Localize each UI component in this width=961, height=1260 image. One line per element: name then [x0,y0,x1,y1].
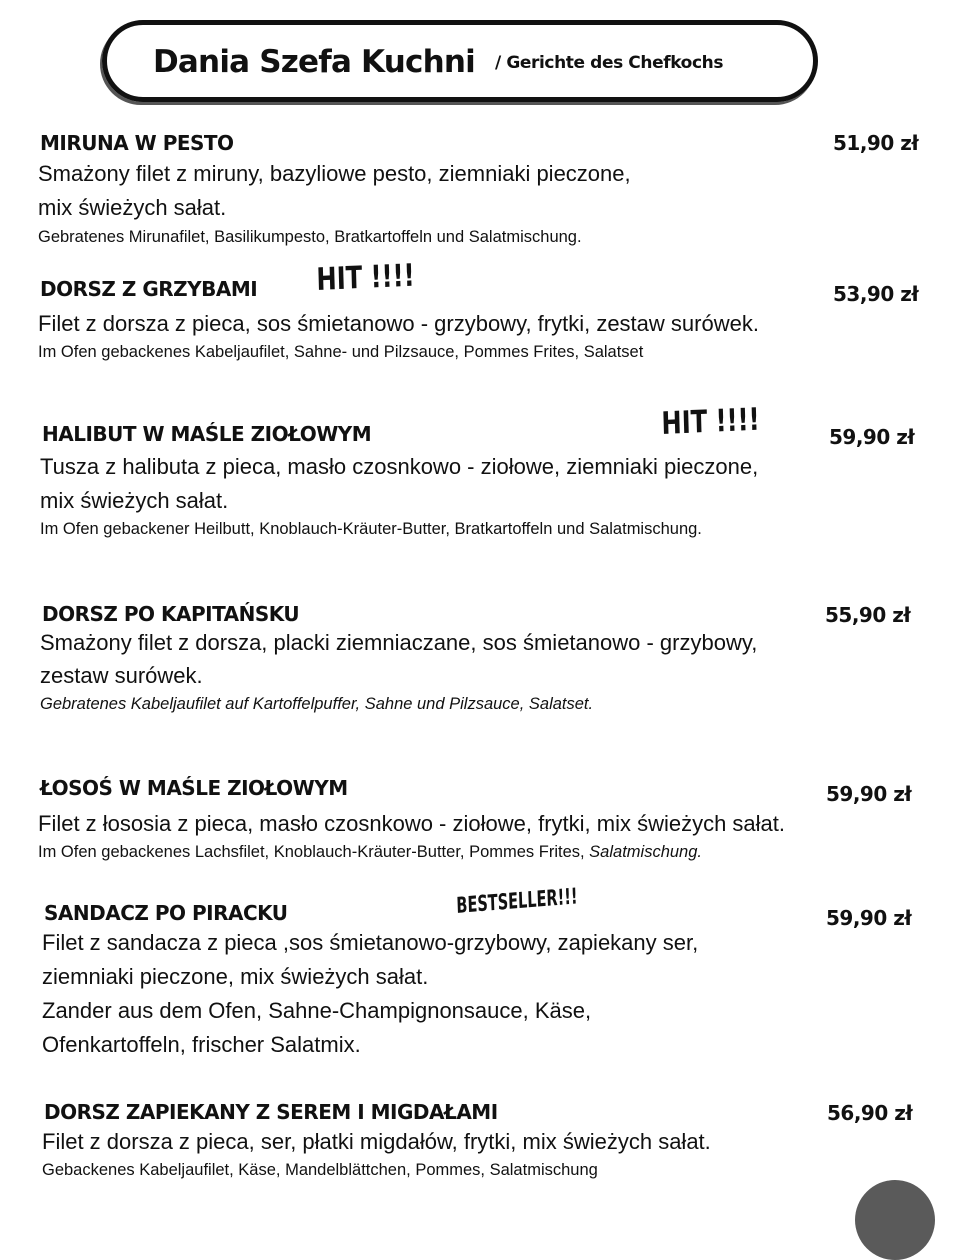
dish-desc-dorsz-grzyby: Filet z dorsza z pieca, sos śmietanowo - grzybowy, frytki, zestaw surówek. [38,311,759,336]
dish-price-sandacz: 59,90 zł [826,906,912,930]
dish-price-losos: 59,90 zł [826,782,912,806]
page-title: Dania Szefa Kuchni [153,44,475,80]
dish-desc-sandacz-4: Ofenkartoffeln, frischer Salatmix. [42,1032,361,1057]
dish-price-dorsz-zapiekany: 56,90 zł [827,1101,913,1125]
dish-desc-de-dorsz-grzyby: Im Ofen gebackenes Kabeljaufilet, Sahne- und Pilzsauce, Pommes Frites, Salatset [38,343,644,361]
hit-badge: HIT !!!! [316,257,416,298]
dish-desc-halibut-1: Tusza z halibuta z pieca, masło czosnkowo - ziołowe, ziemniaki pieczone, [40,454,759,479]
page-subtitle: / Gerichte des Chefkochs [495,53,724,73]
dish-desc-sandacz-3: Zander aus dem Ofen, Sahne-Champignonsauce, Käse, [42,998,592,1023]
dish-name-dorsz-zapiekany: DORSZ ZAPIEKANY Z SEREM I MIGDAŁAMI [44,1100,498,1124]
dish-name-miruna: MIRUNA W PESTO [40,131,234,155]
dish-desc-de-losos-a: Im Ofen gebackenes Lachsfilet, Knoblauch-Kräuter-Butter, Pommes Frites, [38,843,585,861]
dish-desc-losos: Filet z łososia z pieca, masło czosnkowo - ziołowe, frytki, mix świeżych sałat. [38,811,786,836]
dish-desc-de-losos [38,843,702,862]
dish-price-dorsz-grzyby: 53,90 zł [833,282,919,306]
dish-desc-de-dorsz-kapitansku: Gebratenes Kabeljaufilet auf Kartoffelpuffer, Sahne und Pilzsauce, Salatset. [40,695,594,713]
dish-name-sandacz: SANDACZ PO PIRACKU [44,901,288,925]
dish-desc-dorsz-kapitansku-1: Smażony filet z dorsza, placki ziemniaczane, sos śmietanowo - grzybowy, [40,630,758,655]
dish-name-halibut: HALIBUT W MAŚLE ZIOŁOWYM [42,422,372,446]
dish-desc-dorsz-kapitansku-2: zestaw surówek. [40,663,203,688]
bestseller-badge: BESTSELLER!!! [456,884,578,919]
dish-desc-de-losos-b: Salatmischung. [584,843,702,861]
dish-name-losos: ŁOSOŚ W MAŚLE ZIOŁOWYM [40,776,348,800]
dish-desc-miruna-1: Smażony filet z miruny, bazyliowe pesto, ziemniaki pieczone, [38,161,631,186]
dish-price-halibut: 59,90 zł [829,425,915,449]
dish-desc-de-dorsz-zapiekany: Gebackenes Kabeljaufilet, Käse, Mandelblättchen, Pommes, Salatmischung [42,1161,598,1179]
dish-desc-de-halibut: Im Ofen gebackener Heilbutt, Knoblauch-Kräuter-Butter, Bratkartoffeln und Salatmischung. [40,520,702,538]
dish-desc-sandacz-2: ziemniaki pieczone, mix świeżych sałat. [42,964,429,989]
dish-desc-sandacz-1: Filet z sandacza z pieca ,sos śmietanowo-grzybowy, zapiekany ser, [42,930,699,955]
corner-button[interactable] [855,1180,935,1260]
dish-desc-miruna-2: mix świeżych sałat. [38,195,227,220]
dish-desc-dorsz-zapiekany: Filet z dorsza z pieca, ser, płatki migdałów, frytki, mix świeżych sałat. [42,1129,711,1154]
hit-badge: HIT !!!! [661,401,761,442]
dish-name-dorsz-grzyby: DORSZ Z GRZYBAMI [40,277,258,301]
dish-price-miruna: 51,90 zł [833,131,919,155]
dish-desc-halibut-2: mix świeżych sałat. [40,488,229,513]
dish-price-dorsz-kapitansku: 55,90 zł [825,603,911,627]
dish-name-dorsz-kapitansku: DORSZ PO KAPITAŃSKU [42,602,300,626]
dish-desc-de-miruna: Gebratenes Mirunafilet, Basilikumpesto, Bratkartoffeln und Salatmischung. [38,228,582,246]
